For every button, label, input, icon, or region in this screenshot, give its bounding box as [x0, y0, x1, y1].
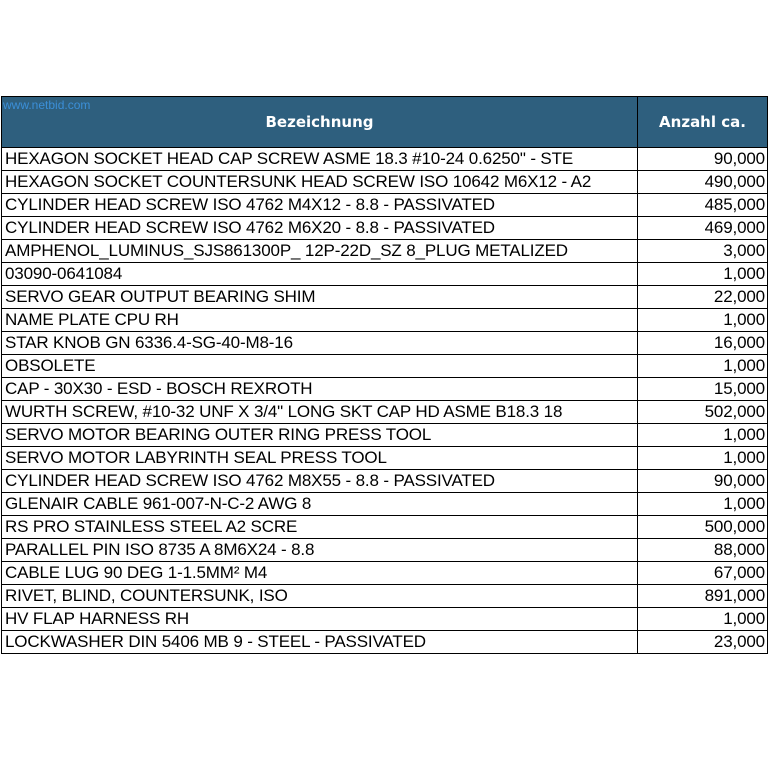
- row-description: GLENAIR CABLE 961-007-N-C-2 AWG 8: [2, 493, 638, 516]
- row-quantity: 67,000: [638, 562, 768, 585]
- table-row: [2, 240, 768, 263]
- row-description: WURTH SCREW, #10-32 UNF X 3/4" LONG SKT CAP HD ASME B18.3 18: [2, 401, 638, 424]
- table-row: [2, 585, 768, 608]
- row-quantity: 1,000: [638, 309, 768, 332]
- table-row: [2, 608, 768, 631]
- table-header-row: [2, 97, 768, 148]
- column-header-quantity: Anzahl ca.: [638, 97, 768, 148]
- row-quantity: 90,000: [638, 148, 768, 171]
- table-row: [2, 217, 768, 240]
- row-description: SERVO MOTOR LABYRINTH SEAL PRESS TOOL: [2, 447, 638, 470]
- table-row: [2, 332, 768, 355]
- row-quantity: 90,000: [638, 470, 768, 493]
- table-row: [2, 470, 768, 493]
- row-quantity: 1,000: [638, 424, 768, 447]
- watermark-text: www.netbid.com: [3, 98, 91, 112]
- table-row: [2, 631, 768, 654]
- row-description: PARALLEL PIN ISO 8735 A 8M6X24 - 8.8: [2, 539, 638, 562]
- table-row: [2, 562, 768, 585]
- row-description: CABLE LUG 90 DEG 1-1.5MM² M4: [2, 562, 638, 585]
- table-row: [2, 424, 768, 447]
- row-quantity: 88,000: [638, 539, 768, 562]
- row-description: RIVET, BLIND, COUNTERSUNK, ISO: [2, 585, 638, 608]
- row-quantity: 891,000: [638, 585, 768, 608]
- row-quantity: 1,000: [638, 608, 768, 631]
- row-description: STAR KNOB GN 6336.4-SG-40-M8-16: [2, 332, 638, 355]
- row-description: SERVO MOTOR BEARING OUTER RING PRESS TOOL: [2, 424, 638, 447]
- row-quantity: 1,000: [638, 447, 768, 470]
- row-quantity: 500,000: [638, 516, 768, 539]
- row-quantity: 1,000: [638, 263, 768, 286]
- parts-table: [1, 96, 768, 654]
- parts-sheet: [1, 96, 767, 654]
- row-description: OBSOLETE: [2, 355, 638, 378]
- row-description: SERVO GEAR OUTPUT BEARING SHIM: [2, 286, 638, 309]
- table-row: [2, 378, 768, 401]
- row-description: AMPHENOL_LUMINUS_SJS861300P_ 12P-22D_SZ 8_PLUG METALIZED: [2, 240, 638, 263]
- row-quantity: 490,000: [638, 171, 768, 194]
- row-quantity: 3,000: [638, 240, 768, 263]
- table-row: [2, 148, 768, 171]
- row-description: RS PRO STAINLESS STEEL A2 SCRE: [2, 516, 638, 539]
- row-quantity: 22,000: [638, 286, 768, 309]
- table-row: [2, 355, 768, 378]
- row-description: HEXAGON SOCKET COUNTERSUNK HEAD SCREW ISO 10642 M6X12 - A2: [2, 171, 638, 194]
- column-header-description: Bezeichnung: [2, 97, 638, 148]
- row-quantity: 485,000: [638, 194, 768, 217]
- row-description: CYLINDER HEAD SCREW ISO 4762 M4X12 - 8.8 - PASSIVATED: [2, 194, 638, 217]
- row-description: LOCKWASHER DIN 5406 MB 9 - STEEL - PASSIVATED: [2, 631, 638, 654]
- table-row: [2, 309, 768, 332]
- row-quantity: 23,000: [638, 631, 768, 654]
- row-description: 03090-0641084: [2, 263, 638, 286]
- row-description: CYLINDER HEAD SCREW ISO 4762 M8X55 - 8.8 - PASSIVATED: [2, 470, 638, 493]
- table-row: [2, 171, 768, 194]
- row-quantity: 502,000: [638, 401, 768, 424]
- row-description: CYLINDER HEAD SCREW ISO 4762 M6X20 - 8.8 - PASSIVATED: [2, 217, 638, 240]
- table-row: [2, 516, 768, 539]
- table-row: [2, 286, 768, 309]
- table-row: [2, 263, 768, 286]
- row-quantity: 15,000: [638, 378, 768, 401]
- table-row: [2, 493, 768, 516]
- row-description: HV FLAP HARNESS RH: [2, 608, 638, 631]
- row-quantity: 469,000: [638, 217, 768, 240]
- table-row: [2, 194, 768, 217]
- row-quantity: 1,000: [638, 355, 768, 378]
- table-row: [2, 401, 768, 424]
- table-row: [2, 447, 768, 470]
- table-row: [2, 539, 768, 562]
- row-quantity: 1,000: [638, 493, 768, 516]
- row-description: HEXAGON SOCKET HEAD CAP SCREW ASME 18.3 #10-24 0.6250" - STE: [2, 148, 638, 171]
- row-description: CAP - 30X30 - ESD - BOSCH REXROTH: [2, 378, 638, 401]
- row-quantity: 16,000: [638, 332, 768, 355]
- row-description: NAME PLATE CPU RH: [2, 309, 638, 332]
